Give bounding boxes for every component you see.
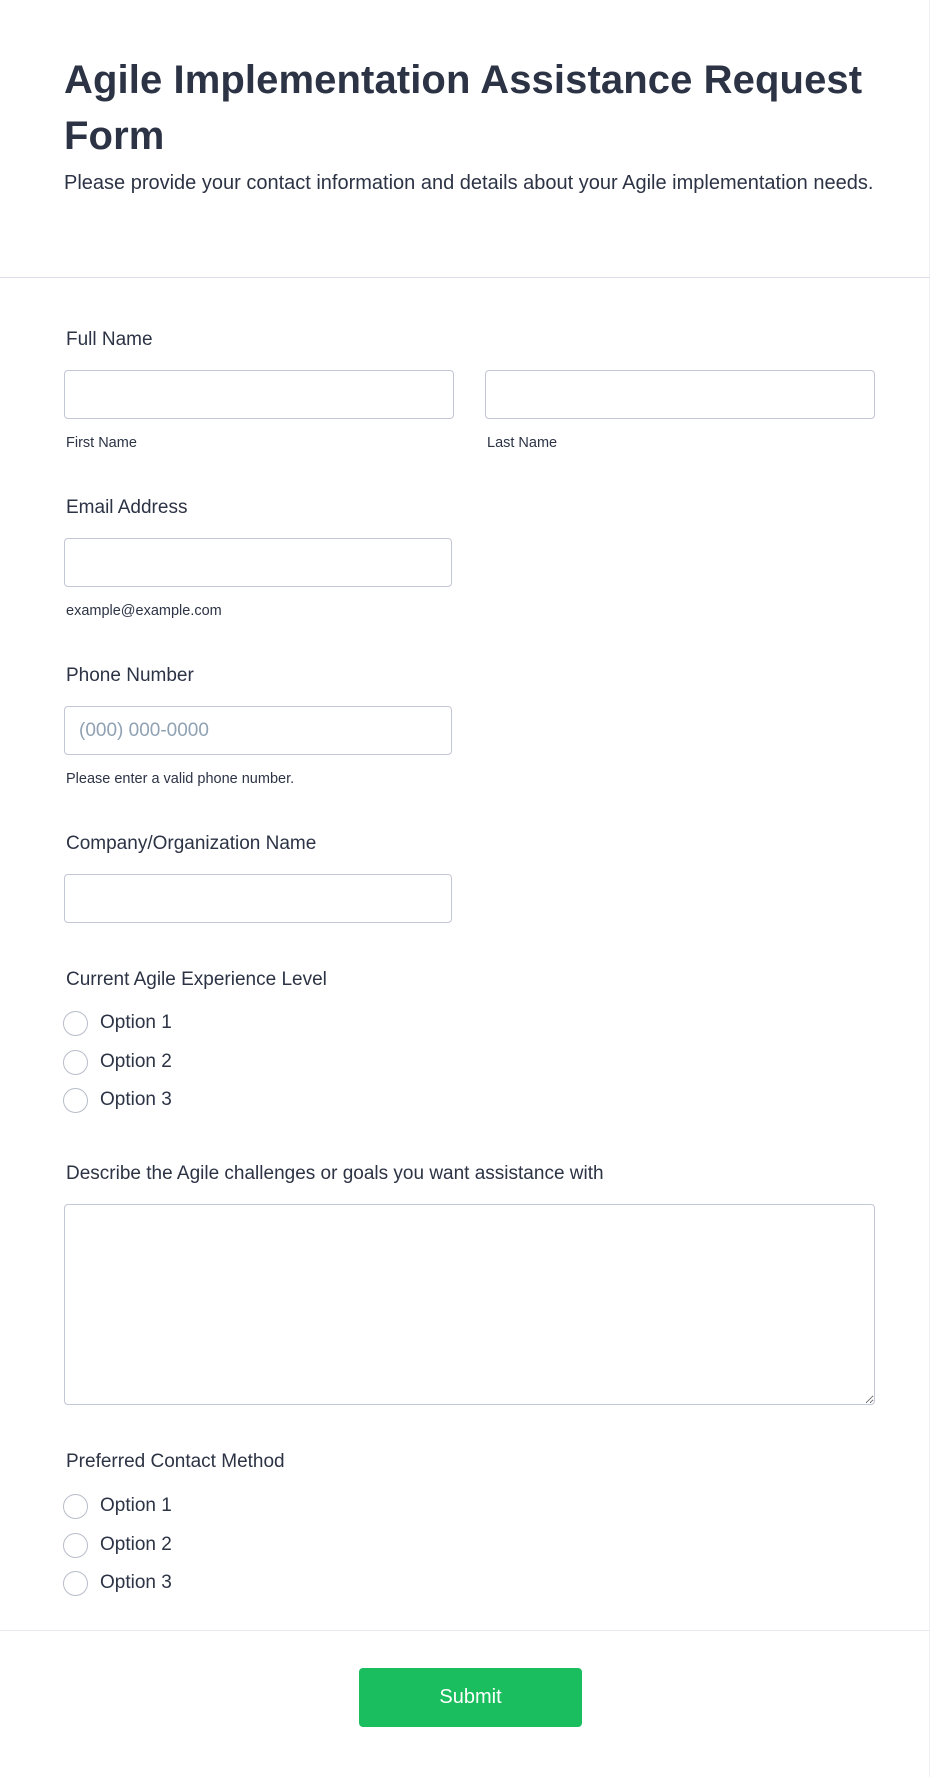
radio-circle-icon[interactable] bbox=[63, 1494, 88, 1519]
challenges-label: Describe the Agile challenges or goals you want assistance with bbox=[66, 1163, 604, 1184]
first-name-input[interactable] bbox=[64, 370, 454, 419]
contact-method-option-2[interactable] bbox=[63, 1532, 172, 1558]
experience-option-3[interactable] bbox=[63, 1087, 172, 1113]
form-subtitle: Please provide your contact information and details about your Agile implementation needs. bbox=[64, 172, 874, 194]
email-sublabel: example@example.com bbox=[66, 603, 222, 619]
experience-option-1[interactable] bbox=[63, 1010, 172, 1036]
submit-button[interactable]: Submit bbox=[359, 1668, 582, 1727]
challenges-textarea[interactable] bbox=[64, 1204, 875, 1405]
phone-sublabel: Please enter a valid phone number. bbox=[66, 771, 295, 787]
footer-divider bbox=[0, 1630, 930, 1631]
email-label: Email Address bbox=[66, 497, 188, 518]
full-name-label: Full Name bbox=[66, 329, 153, 350]
radio-label: Option 1 bbox=[100, 1495, 172, 1516]
form-header bbox=[0, 0, 930, 277]
radio-label: Option 3 bbox=[100, 1572, 172, 1593]
company-input[interactable] bbox=[64, 874, 452, 923]
experience-option-2[interactable] bbox=[63, 1049, 172, 1075]
contact-method-option-3[interactable] bbox=[63, 1570, 172, 1596]
radio-label: Option 2 bbox=[100, 1534, 172, 1555]
first-name-sublabel: First Name bbox=[66, 435, 137, 451]
phone-input[interactable] bbox=[64, 706, 452, 755]
radio-label: Option 2 bbox=[100, 1051, 172, 1072]
contact-method-label: Preferred Contact Method bbox=[66, 1451, 285, 1472]
contact-method-option-1[interactable] bbox=[63, 1493, 172, 1519]
radio-circle-icon[interactable] bbox=[63, 1011, 88, 1036]
radio-circle-icon[interactable] bbox=[63, 1571, 88, 1596]
radio-label: Option 1 bbox=[100, 1012, 172, 1033]
company-label: Company/Organization Name bbox=[66, 833, 317, 854]
form-title: Agile Implementation Assistance Request Form bbox=[64, 58, 863, 158]
last-name-input[interactable] bbox=[485, 370, 875, 419]
phone-label: Phone Number bbox=[66, 665, 194, 686]
header-divider bbox=[0, 277, 930, 278]
radio-circle-icon[interactable] bbox=[63, 1533, 88, 1558]
experience-label: Current Agile Experience Level bbox=[66, 969, 327, 990]
email-input[interactable] bbox=[64, 538, 452, 587]
radio-circle-icon[interactable] bbox=[63, 1050, 88, 1075]
last-name-sublabel: Last Name bbox=[487, 435, 558, 451]
radio-label: Option 3 bbox=[100, 1089, 172, 1110]
radio-circle-icon[interactable] bbox=[63, 1088, 88, 1113]
